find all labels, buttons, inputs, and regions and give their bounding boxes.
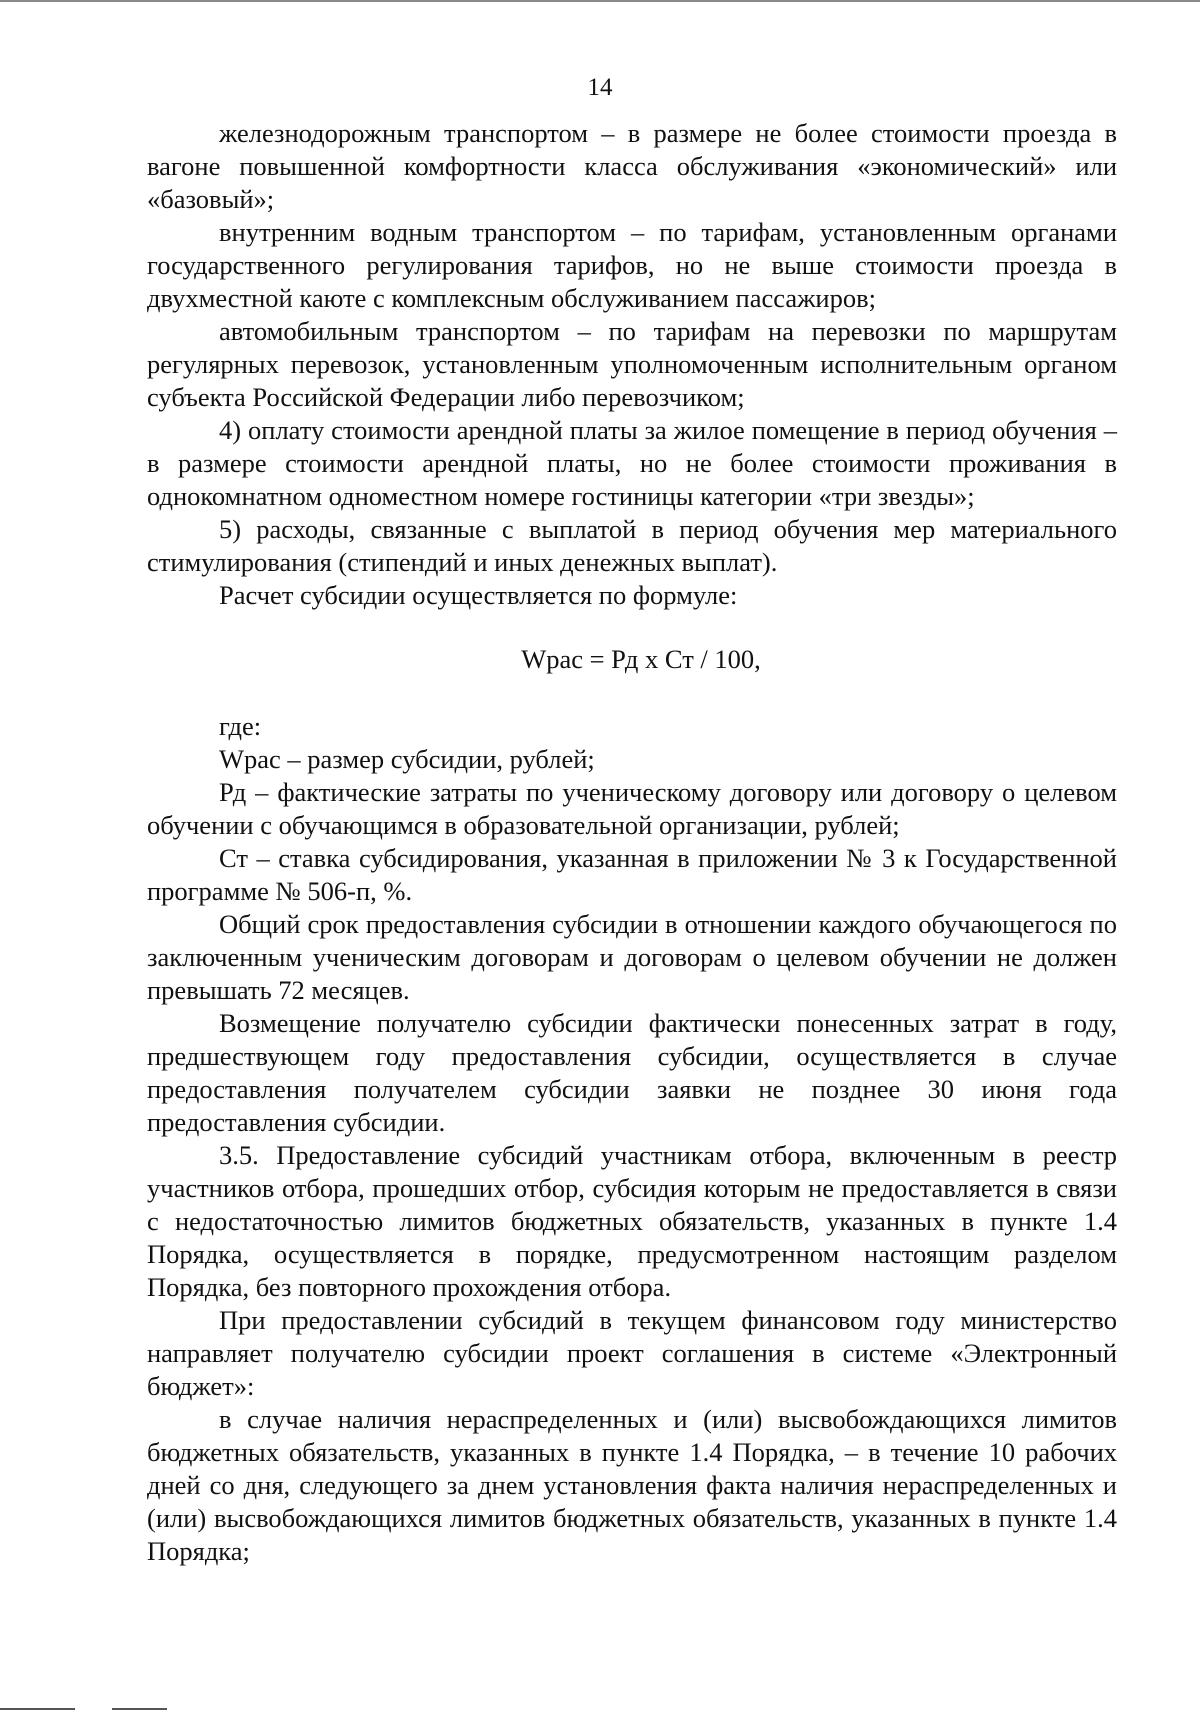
scan-edge-line-bottom-left	[0, 1708, 75, 1710]
subsidy-formula: Wрас = Рд х Ст / 100,	[521, 644, 761, 674]
scan-edge-line-bottom-mid	[112, 1708, 167, 1710]
definition-wpac: Wрас – размер субсидии, рублей;	[219, 744, 595, 774]
definition-rd: Рд – фактические затраты по ученическому договору или договору о целевом обучении с обучающимся в образовательной организации, рублей;	[147, 777, 1117, 840]
paragraph-formula-intro: Расчет субсидии осуществляется по формуле:	[219, 580, 738, 610]
scan-edge-line-top	[0, 0, 1200, 2]
paragraph-total-term: Общий срок предоставления субсидии в отношении каждого обучающегося по заключенным ученическим договорам и договорам о целевом обучении не должен превышать 72 месяцев.	[147, 909, 1117, 1005]
paragraph-item-5-stimulus: 5) расходы, связанные с выплатой в период обучения мер материального стимулирования (стипендий и иных денежных выплат).	[147, 514, 1117, 577]
paragraph-item-4-rent: 4) оплату стоимости арендной платы за жилое помещение в период обучения – в размере стоимости арендной платы, но не более стоимости проживания в однокомнатном одноместном номере гостиницы категории «три звезды»;	[147, 415, 1117, 511]
paragraph-current-year: При предоставлении субсидий в текущем финансовом году министерство направляет получателю субсидии проект соглашения в системе «Электронный бюджет»:	[147, 1305, 1117, 1401]
paragraph-road-transport: автомобильным транспортом – по тарифам на перевозки по маршрутам регулярных перевозок, установленным уполномоченным исполнительным органом субъекта Российской Федерации либо перевозчиком;	[147, 316, 1117, 412]
definition-st: Ст – ставка субсидирования, указанная в приложении № 3 к Государственной программе № 506-п, %.	[147, 843, 1117, 906]
document-body	[147, 117, 1117, 1568]
paragraph-water-transport: внутренним водным транспортом – по тарифам, установленным органами государственного регулирования тарифов, но не выше стоимости проезда в двухместной каюте с комплексным обслуживанием пассажиров;	[147, 217, 1117, 313]
paragraph-rail-transport: железнодорожным транспортом – в размере не более стоимости проезда в вагоне повышенной комфортности класса обслуживания «экономический» или «базовый»;	[147, 118, 1117, 214]
paragraph-unallocated-limits: в случае наличия нераспределенных и (или) высвобождающихся лимитов бюджетных обязательств, указанных в пункте 1.4 Порядка, – в течение 10 рабочих дней со дня, следующего за днем установления факта наличия нераспределенных и (или) высвобождающихся лимитов бюджетных обязательств, указанных в пункте 1.4 Порядка;	[147, 1404, 1117, 1566]
page-number: 14	[587, 74, 613, 101]
paragraph-3-5: 3.5. Предоставление субсидий участникам отбора, включенным в реестр участников отбора, прошедших отбор, субсидия которым не предоставляется в связи с недостаточностью лимитов бюджетных обязательств, указанных в пункте 1.4 Порядка, осуществляется в порядке, предусмотренном настоящим разделом Порядка, без повторного прохождения отбора.	[147, 1140, 1117, 1302]
paragraph-reimbursement: Возмещение получателю субсидии фактически понесенных затрат в году, предшествующем году предоставления субсидии, осуществляется в случае предоставления получателем субсидии заявки не позднее 30 июня года предоставления субсидии.	[147, 1008, 1117, 1137]
definition-where: где:	[219, 711, 262, 741]
